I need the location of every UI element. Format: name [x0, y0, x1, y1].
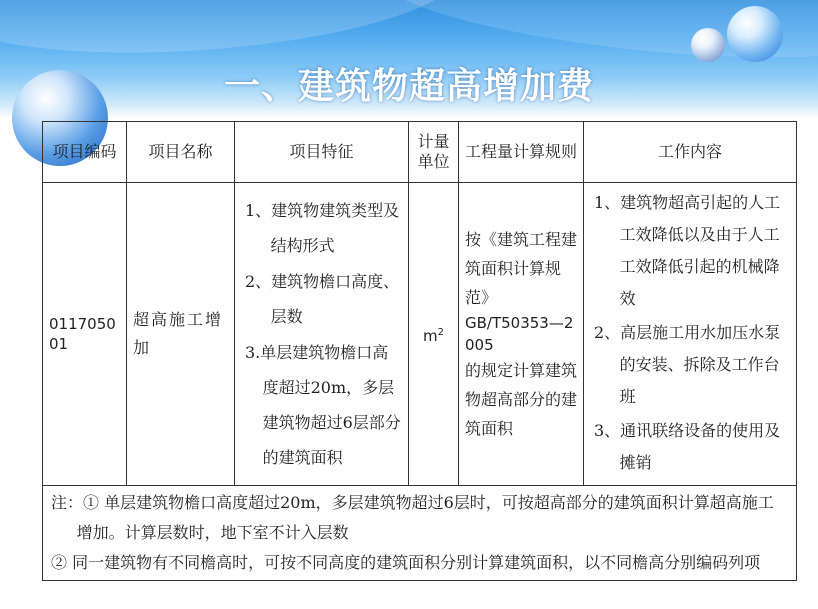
- unit-base: m: [423, 326, 438, 345]
- feature-item: 3.单层建筑物檐口高度超过20m，多层建筑物超过6层部分的建筑面积: [245, 342, 401, 467]
- calc-rule-standard-code: GB/T50353—2005: [465, 314, 574, 354]
- work-item: 3、通讯联络设备的使用及摊销: [594, 421, 781, 472]
- header-code: 项目编码: [43, 122, 127, 183]
- cell-code: 011705001: [43, 183, 127, 486]
- note-item: 注：① 单层建筑物檐口高度超过20m，多层建筑物超过6层时，可按超高部分的建筑面积计算超高施工增加。计算层数时，地下室不计入层数: [51, 493, 774, 542]
- feature-item: 2、建筑物檐口高度、层数: [245, 271, 400, 326]
- calc-rule-text: 的规定计算建筑物超高部分的建筑面积: [465, 361, 578, 438]
- header-name: 项目名称: [127, 122, 235, 183]
- cell-calc-rule: [459, 183, 584, 486]
- work-item: 2、高层施工用水加压水泵的安装、拆除及工作台班: [594, 323, 781, 406]
- note-item: ② 同一建筑物有不同檐高时，可按不同高度的建筑面积分别计算建筑面积，以不同檐高分别编码列项: [51, 553, 761, 572]
- decorative-bubble: [691, 28, 725, 62]
- cell-features: [235, 183, 409, 486]
- quota-table: [42, 121, 797, 581]
- work-item: 1、建筑物超高引起的人工工效降低以及由于人工工效降低引起的机械降效: [594, 193, 781, 308]
- header-features: 项目特征: [235, 122, 409, 183]
- title-banner: [0, 0, 818, 118]
- cell-name: 超高施工增加: [127, 183, 235, 486]
- notes-row: [43, 486, 797, 581]
- cell-work: [584, 183, 797, 486]
- header-unit: 计量单位: [409, 122, 459, 183]
- header-work: 工作内容: [584, 122, 797, 183]
- table-header-row: [43, 122, 797, 183]
- slide-title: 一、建筑物超高增加费: [223, 65, 594, 107]
- unit-superscript: 2: [437, 326, 444, 338]
- feature-item: 1、建筑物建筑类型及结构形式: [245, 200, 400, 255]
- table-row: [43, 183, 797, 486]
- calc-rule-text: 按《建筑工程建筑面积计算规范》: [465, 230, 578, 307]
- decorative-bubble: [727, 6, 783, 62]
- header-calc-rule: 工程量计算规则: [459, 122, 584, 183]
- notes-cell: [43, 486, 797, 581]
- cell-unit: [409, 183, 459, 486]
